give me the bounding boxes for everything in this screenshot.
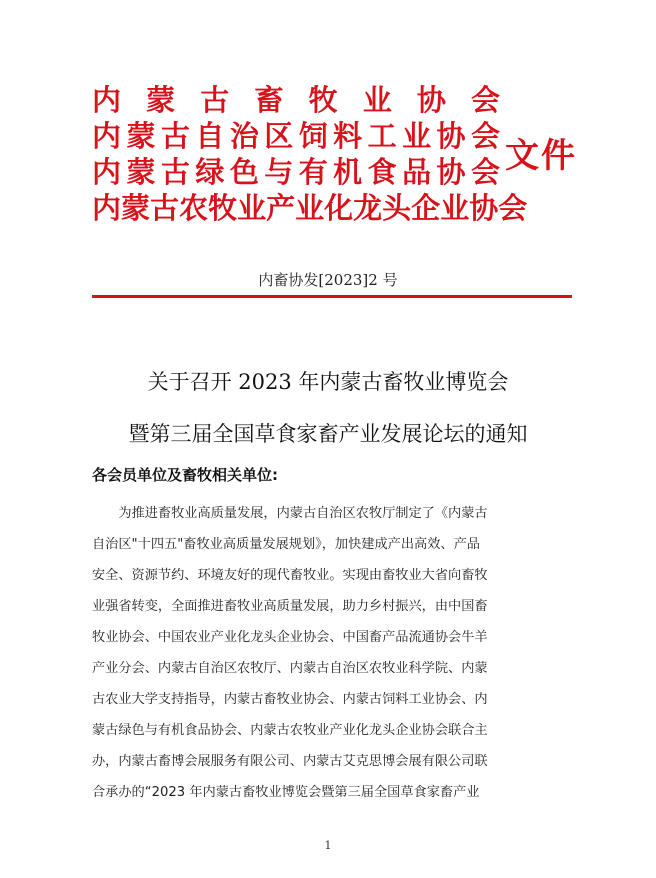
- org-name-3: [92, 154, 500, 190]
- org-name-char: 蒙: [126, 119, 156, 153]
- org-name-char: 工: [367, 119, 397, 153]
- org-name-char: 业: [440, 191, 470, 225]
- salutation: 各会员单位及畜牧相关单位:: [92, 466, 278, 484]
- org-name-char: 有: [298, 155, 328, 189]
- org-name-char: 治: [229, 119, 259, 153]
- body-line: 合承办的“2023 年内蒙古畜牧业博览会暨第三届全国草食家畜产业: [92, 785, 480, 800]
- org-name-char: 古: [200, 83, 230, 117]
- org-name-char: 牧: [308, 83, 338, 117]
- org-name-char: 色: [229, 155, 259, 189]
- org-name-char: 料: [333, 119, 363, 153]
- org-name-char: 业: [295, 191, 325, 225]
- org-name-char: 饲: [298, 119, 328, 153]
- body-line: 蒙古绿色与有机食品协会、内蒙古农牧业产业化龙头企业协会联合主: [92, 723, 488, 738]
- body-text: [92, 498, 562, 808]
- org-name-char: 协: [436, 155, 466, 189]
- org-name-char: 自: [195, 119, 225, 153]
- org-name-char: 内: [92, 83, 122, 117]
- org-name-char: 内: [92, 191, 122, 225]
- org-name-char: 产: [266, 191, 296, 225]
- org-name-char: 古: [160, 155, 190, 189]
- org-name-char: 绿: [195, 155, 225, 189]
- org-name-char: 会: [470, 155, 500, 189]
- org-name-2: [92, 118, 500, 154]
- org-name-4: [92, 190, 528, 226]
- org-name-char: 机: [333, 155, 363, 189]
- body-line: 为推进畜牧业高质量发展，内蒙古自治区农牧厅制定了《内蒙古: [92, 506, 488, 521]
- org-name-char: 会: [470, 83, 500, 117]
- notice-title-line-1: 关于召开 2023 年内蒙古畜牧业博览会: [147, 370, 509, 394]
- org-name-char: 头: [382, 191, 412, 225]
- body-line: 业强省转变，全面推进畜牧业高质量发展，助力乡村振兴，由中国畜: [92, 599, 488, 614]
- org-name-char: 会: [470, 119, 500, 153]
- org-name-char: 龙: [353, 191, 383, 225]
- red-divider-line: [92, 295, 572, 298]
- body-line: 安全、资源节约、环境友好的现代畜牧业。实现由畜牧业大省向畜牧: [92, 568, 488, 583]
- org-name-char: 化: [324, 191, 354, 225]
- org-name-1: [92, 82, 500, 118]
- org-name-char: 协: [436, 119, 466, 153]
- body-line: 办，内蒙古畜博会展服务有限公司、内蒙古艾克思博会展有限公司联: [92, 754, 488, 769]
- org-name-char: 业: [362, 83, 392, 117]
- org-name-char: 与: [264, 155, 294, 189]
- document-number: 内畜协发[2023]2 号: [258, 271, 398, 289]
- org-name-char: 畜: [254, 83, 284, 117]
- org-name-char: 牧: [208, 191, 238, 225]
- body-line: 自治区"十四五"畜牧业高质量发展规划》，加快建成产出高效、产品: [92, 537, 480, 552]
- body-line: 牧业协会、中国农业产业化龙头企业协会、中国畜产品流通协会牛羊: [92, 630, 488, 645]
- org-name-char: 蒙: [146, 83, 176, 117]
- org-name-char: 业: [402, 119, 432, 153]
- body-line: 古农业大学支持指导，内蒙古畜牧业协会、内蒙古饲料工业协会、内: [92, 692, 488, 707]
- org-name-char: 协: [469, 191, 499, 225]
- org-name-char: 协: [416, 83, 446, 117]
- org-name-char: 业: [237, 191, 267, 225]
- issuing-organizations: [92, 82, 528, 226]
- body-line: 产业分会、内蒙古自治区农牧厅、内蒙古自治区农牧业科学院、内蒙: [92, 661, 488, 676]
- org-name-char: 会: [498, 191, 528, 225]
- page-number: 1: [324, 839, 332, 852]
- notice-title-line-2: 暨第三届全国草食家畜产业发展论坛的通知: [128, 422, 528, 446]
- org-name-char: 古: [160, 119, 190, 153]
- org-name-char: 企: [411, 191, 441, 225]
- org-name-char: 古: [150, 191, 180, 225]
- org-name-char: 内: [92, 119, 122, 153]
- org-name-char: 食: [367, 155, 397, 189]
- org-name-char: 蒙: [126, 155, 156, 189]
- document-type-label: 文件: [505, 136, 577, 176]
- org-name-char: 内: [92, 155, 122, 189]
- org-name-char: 农: [179, 191, 209, 225]
- org-name-char: 蒙: [121, 191, 151, 225]
- org-name-char: 品: [402, 155, 432, 189]
- org-name-char: 区: [264, 119, 294, 153]
